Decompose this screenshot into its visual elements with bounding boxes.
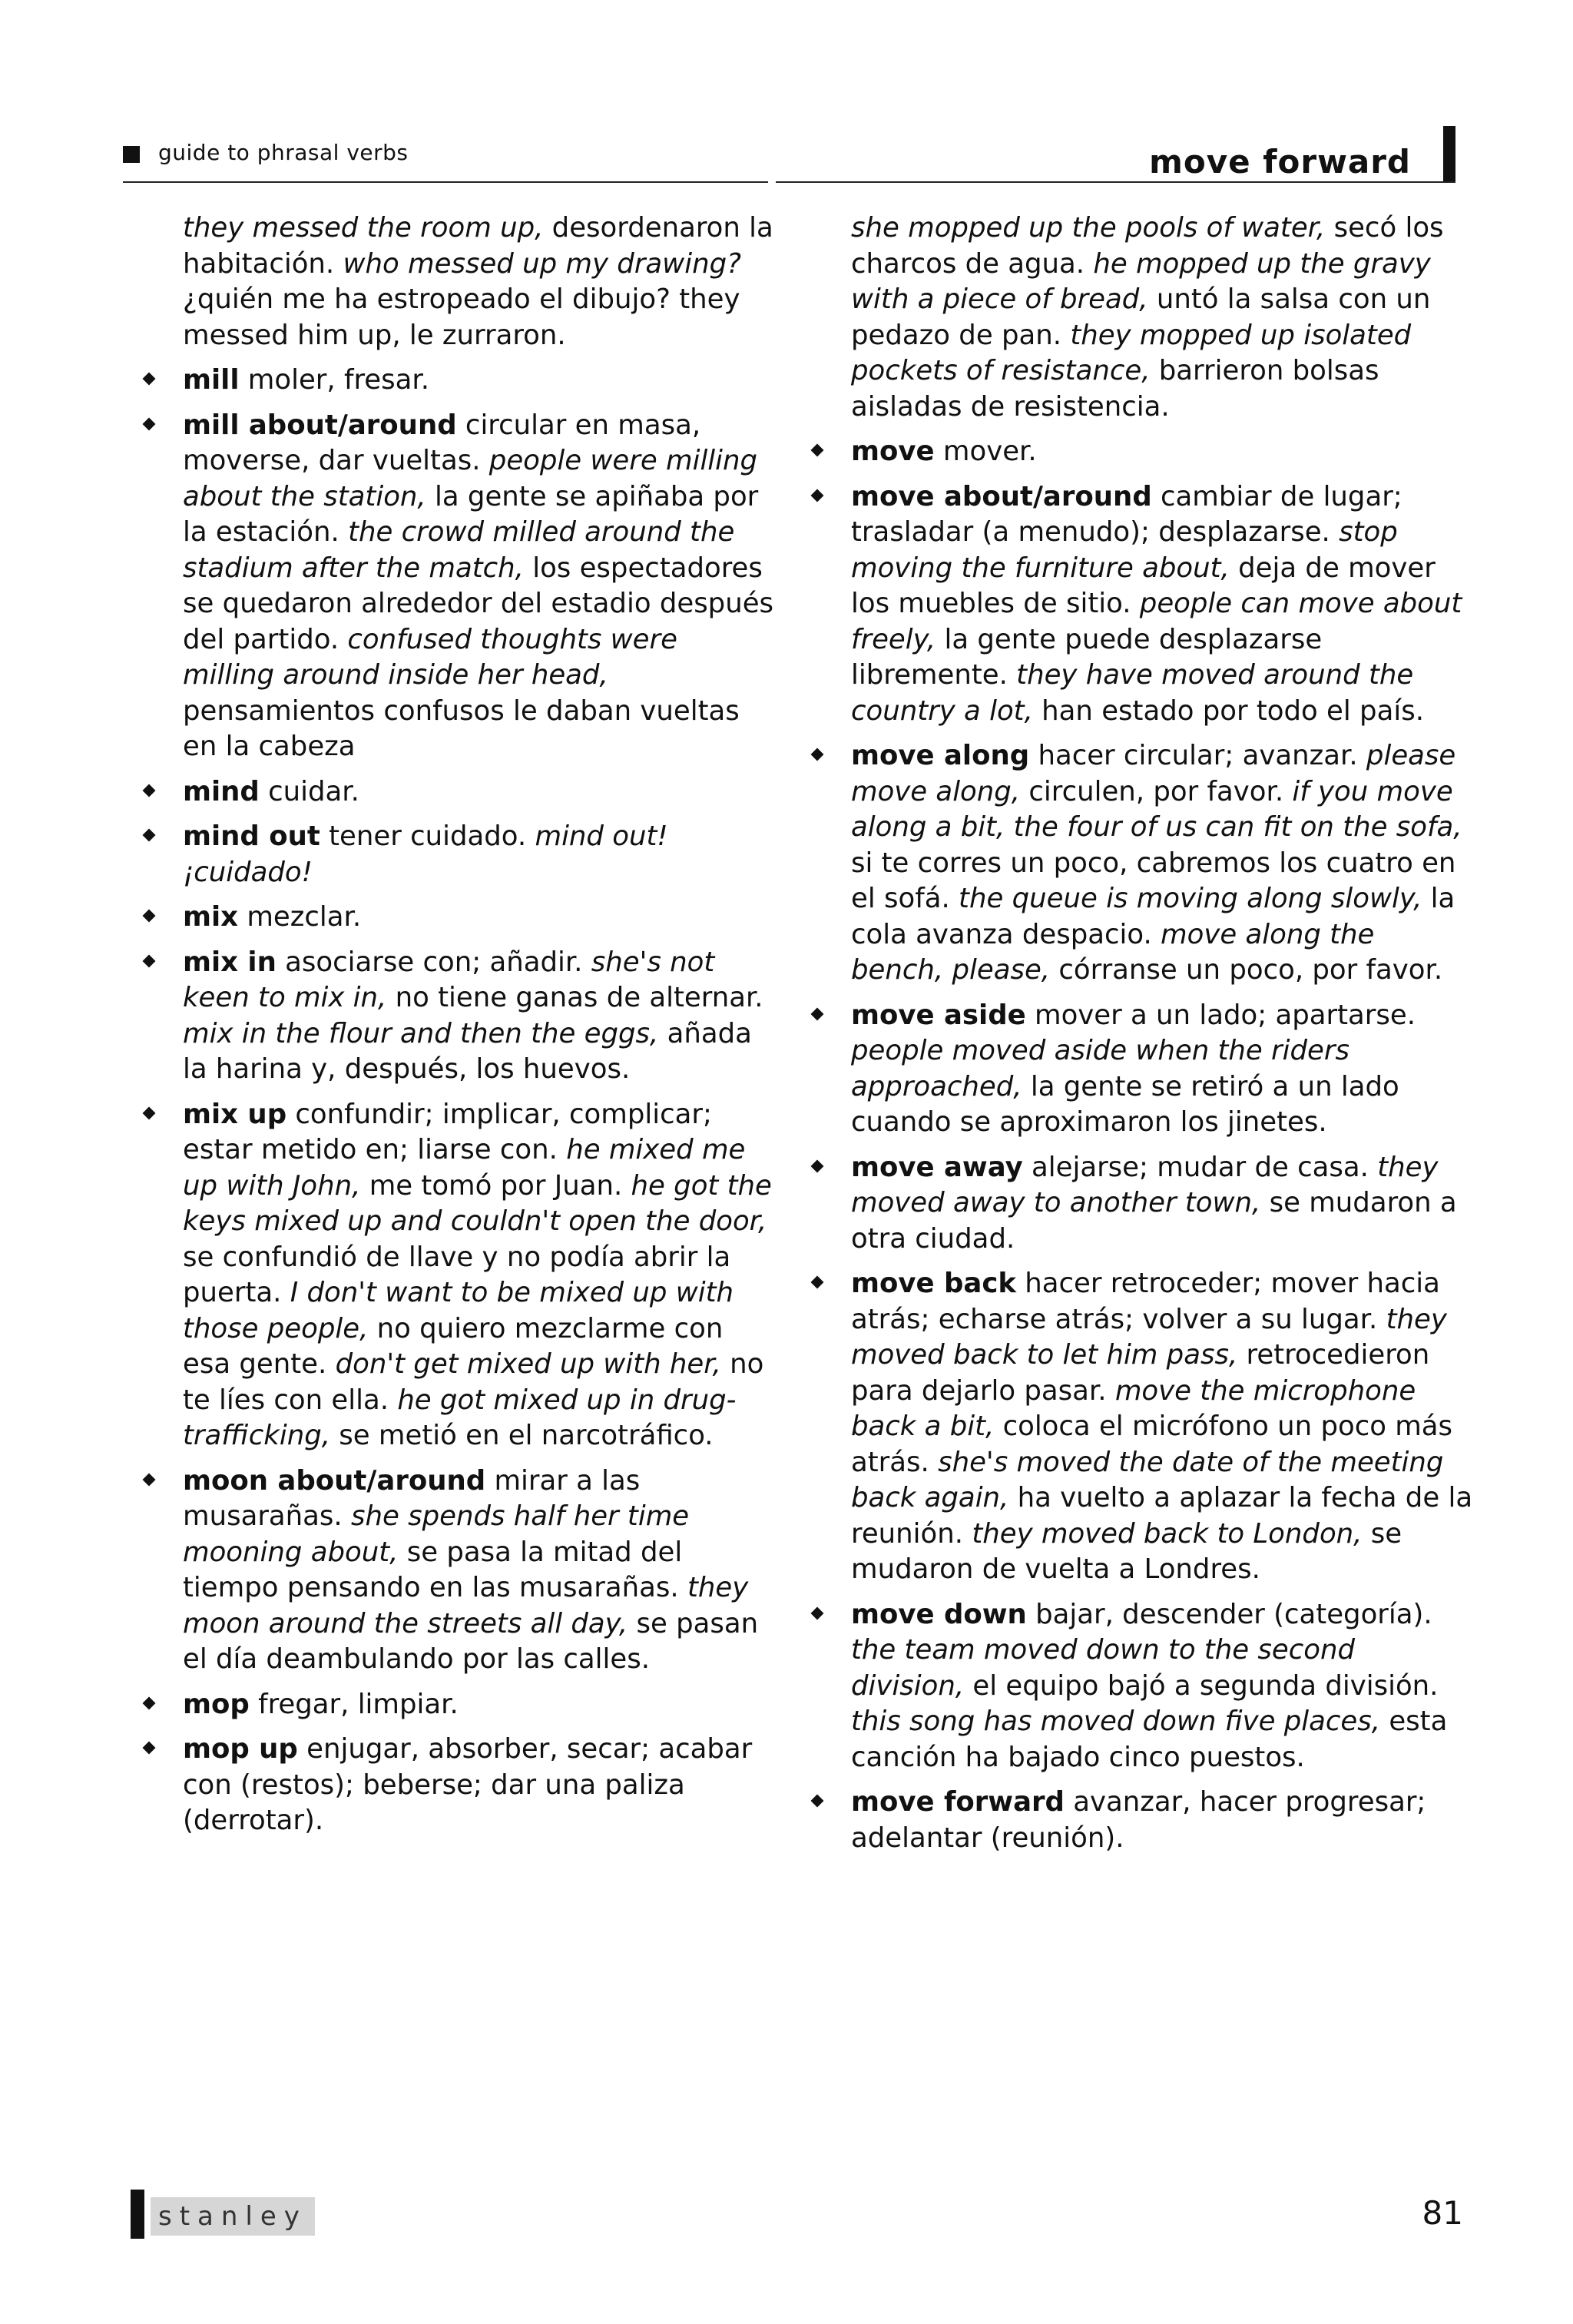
example: she's not keen to mix in,: [183, 946, 715, 1013]
dictionary-entry: [799, 1266, 1475, 1588]
translation: circulen, por favor.: [1020, 775, 1293, 807]
entry-bullet-icon: [143, 954, 156, 967]
translation: se pasa la mitad del tiempo pensando en las musarañas.: [183, 1536, 687, 1603]
translation: mirar a las musarañas.: [183, 1464, 641, 1532]
example: they moon around the streets all day,: [183, 1572, 749, 1639]
translation: avanzar, hacer progresar; adelantar (reunión).: [851, 1786, 1426, 1854]
translation: añada la harina y, después, los huevos.: [183, 1017, 752, 1085]
headword: mix in: [183, 946, 277, 978]
example: if you move along a bit, the four of us can fit on the sofa,: [851, 775, 1462, 843]
headword: move along: [851, 740, 1030, 771]
translation: se pasan el día deambulando por las calles.: [183, 1607, 759, 1675]
translation: el equipo bajó a segunda división.: [964, 1669, 1439, 1702]
translation: alejarse; mudar de casa.: [1022, 1151, 1378, 1183]
headword: moon about/around: [183, 1464, 486, 1497]
running-head: move forward: [1149, 143, 1411, 181]
example: they have moved around the country a lot,: [851, 659, 1414, 727]
translation: tener cuidado.: [320, 821, 535, 852]
example: the crowd milled around the stadium after the match,: [183, 516, 735, 584]
translation: se mudaron a otra ciudad.: [851, 1187, 1457, 1255]
translation: los espectadores se quedaron alrededor del estadio después del partido.: [183, 552, 774, 655]
headword: mill about/around: [183, 409, 457, 441]
example: she mopped up the pools of water,: [851, 212, 1326, 244]
example: people moved aside when the riders approached,: [851, 1035, 1349, 1102]
entry-bullet-icon: [811, 1276, 824, 1289]
translation: secó los charcos de agua.: [851, 212, 1444, 280]
translation: mover a un lado; apartarse.: [1025, 999, 1416, 1031]
entry-bullet-icon: [143, 1696, 156, 1709]
translation: mezclar.: [238, 901, 362, 933]
entry-bullet-icon: [143, 1473, 156, 1486]
example: people were milling about the station,: [183, 445, 758, 512]
headword: mop: [183, 1688, 250, 1720]
headword: mind out: [183, 821, 320, 852]
entry-bullet-icon: [811, 1606, 824, 1620]
dictionary-entry: [131, 819, 776, 890]
example: people can move about freely,: [851, 588, 1462, 655]
example: confused thoughts were milling around inside her head,: [183, 623, 677, 691]
dictionary-entry: [131, 1097, 776, 1454]
translation: no tiene ganas de alternar.: [386, 982, 763, 1013]
translation: córranse un poco, por favor.: [1050, 954, 1443, 986]
headword: move: [851, 436, 935, 467]
example: he got mixed up in drug-trafficking,: [183, 1384, 737, 1451]
header-rule-left: [123, 181, 768, 183]
translation: untó la salsa con un pedazo de pan.: [851, 283, 1431, 351]
translation: hacer circular; avanzar.: [1029, 740, 1366, 771]
example: please move along,: [851, 740, 1456, 807]
dictionary-entry: [799, 1597, 1475, 1776]
example: mix in the flour and then the eggs,: [183, 1017, 659, 1049]
dictionary-entry: [131, 1687, 776, 1723]
example: they messed the room up,: [183, 212, 544, 244]
translation: barrieron bolsas aisladas de resistencia.: [851, 355, 1379, 423]
example: who messed up my drawing?: [343, 247, 741, 280]
translation: esta canción ha bajado cinco puestos.: [851, 1706, 1448, 1773]
example: they moved back to London,: [972, 1517, 1363, 1550]
example: they mopped up isolated pockets of resistance,: [851, 319, 1412, 386]
translation: no quiero mezclarme con esa gente.: [183, 1312, 724, 1380]
dictionary-entry: [799, 1150, 1475, 1258]
translation: la cola avanza despacio.: [851, 883, 1455, 950]
example: stop moving the furniture about,: [851, 516, 1398, 584]
translation: se confundió de llave y no podía abrir la puerta.: [183, 1241, 731, 1308]
translation: no te líes con ella.: [183, 1348, 764, 1416]
guide-title: guide to phrasal verbs: [158, 140, 409, 165]
header-square-icon: [123, 146, 140, 163]
dictionary-entry: [799, 479, 1475, 730]
entry-bullet-icon: [811, 1007, 824, 1020]
translation: me tomó por Juan.: [360, 1169, 631, 1202]
entry-continuation: [799, 211, 1475, 425]
headword: mix: [183, 901, 239, 933]
translation: deja de mover los muebles de sitio.: [851, 552, 1436, 619]
translation: cambiar de lugar; trasladar (a menudo); desplazarse.: [851, 480, 1402, 548]
entry-bullet-icon: [811, 1795, 824, 1808]
translation: mover.: [934, 436, 1037, 467]
translation: la gente se retiró a un lado cuando se aproximaron los jinetes.: [851, 1070, 1399, 1138]
translation: pensamientos confusos le daban vueltas en la cabeza: [183, 695, 740, 762]
dictionary-entry: [131, 1464, 776, 1678]
translation: ha vuelto a aplazar la fecha de la reunión.: [851, 1482, 1473, 1550]
dictionary-entry: [131, 774, 776, 811]
translation: asociarse con; añadir.: [276, 946, 591, 978]
translation: retrocedieron para dejarlo pasar.: [851, 1339, 1430, 1407]
dictionary-entry: [131, 945, 776, 1088]
translation: moler, fresar.: [239, 364, 429, 396]
example: she spends half her time mooning about,: [183, 1500, 690, 1568]
entry-bullet-icon: [143, 373, 156, 386]
entry-bullet-icon: [143, 417, 156, 430]
footer-bar-icon: [131, 2190, 144, 2239]
headword: move back: [851, 1268, 1016, 1299]
entry-continuation: [131, 211, 776, 353]
example: he mixed me up with John,: [183, 1134, 746, 1202]
translation: la gente se apiñaba por la estación.: [183, 480, 759, 548]
example: they moved back to let him pass,: [851, 1303, 1447, 1371]
example: mind out! ¡cuidado!: [183, 821, 668, 888]
dictionary-entry: [799, 998, 1475, 1141]
headword: move about/around: [851, 480, 1152, 512]
dictionary-entry: [799, 1785, 1475, 1856]
translation: bajar, descender (categoría).: [1026, 1598, 1432, 1630]
entry-bullet-icon: [811, 444, 824, 457]
dictionary-entry: [131, 408, 776, 765]
example: she's moved the date of the meeting back again,: [851, 1446, 1444, 1513]
header-rule-right: [776, 181, 1455, 183]
example: he got the keys mixed up and couldn't open the door,: [183, 1169, 772, 1237]
translation: enjugar, absorber, secar; acabar con (restos); beberse; dar una paliza (derrotar).: [183, 1733, 753, 1836]
header-bar-icon: [1443, 126, 1455, 183]
headword: mix up: [183, 1098, 287, 1130]
dictionary-entry: [799, 738, 1475, 989]
page-number: 81: [1422, 2194, 1463, 2232]
dictionary-entry: [131, 1732, 776, 1839]
translation: cuidar.: [259, 775, 359, 807]
example: he mopped up the gravy with a piece of bread,: [851, 247, 1431, 315]
example: they moved away to another town,: [851, 1151, 1439, 1218]
entry-bullet-icon: [143, 829, 156, 842]
translation: se mudaron de vuelta a Londres.: [851, 1517, 1402, 1585]
example: don't get mixed up with her,: [335, 1348, 721, 1380]
dictionary-entry: [131, 363, 776, 399]
example: move the microphone back a bit,: [851, 1374, 1416, 1442]
translation: ¿quién me ha estropeado el dibujo? they messed him up, le zurraron.: [183, 283, 740, 351]
headword: move aside: [851, 999, 1026, 1031]
entry-bullet-icon: [811, 489, 824, 502]
entry-bullet-icon: [143, 1106, 156, 1119]
headword: move forward: [851, 1786, 1065, 1818]
example: move along the bench, please,: [851, 918, 1375, 986]
example: the queue is moving along slowly,: [959, 883, 1422, 914]
page-header: [123, 131, 1455, 192]
translation: fregar, limpiar.: [249, 1688, 459, 1720]
headword: mind: [183, 775, 260, 807]
translation: confundir; implicar, complicar; estar metido en; liarse con.: [183, 1098, 712, 1165]
headword: mop up: [183, 1733, 298, 1765]
translation: se metió en el narcotráfico.: [330, 1420, 714, 1451]
translation: han estado por todo el país.: [1032, 695, 1424, 727]
example: I don't want to be mixed up with those people,: [183, 1277, 734, 1344]
page-footer: [131, 2190, 1463, 2243]
left-column: [131, 211, 776, 1839]
headword: move down: [851, 1598, 1027, 1630]
example: this song has moved down five places,: [851, 1706, 1381, 1737]
entry-bullet-icon: [143, 784, 156, 797]
translation: desordenaron la habitación.: [183, 212, 773, 280]
translation: hacer retroceder; mover hacia atrás; echarse atrás; volver a su lugar.: [851, 1268, 1440, 1335]
translation: coloca el micrófono un poco más atrás.: [851, 1411, 1453, 1478]
translation: la gente puede desplazarse libremente.: [851, 623, 1323, 691]
dictionary-entry: [799, 434, 1475, 470]
entry-bullet-icon: [143, 910, 156, 923]
translation: circular en masa, moverse, dar vueltas.: [183, 409, 701, 476]
right-column: [799, 211, 1475, 1856]
example: the team moved down to the second division,: [851, 1634, 1356, 1702]
entry-bullet-icon: [143, 1742, 156, 1755]
translation: si te corres un poco, cabremos los cuatro en el sofá.: [851, 847, 1456, 914]
headword: move away: [851, 1151, 1023, 1183]
headword: mill: [183, 364, 240, 396]
entry-bullet-icon: [811, 1159, 824, 1172]
entry-bullet-icon: [811, 748, 824, 761]
dictionary-entry: [131, 900, 776, 936]
publisher-brand: stanley: [151, 2197, 315, 2236]
